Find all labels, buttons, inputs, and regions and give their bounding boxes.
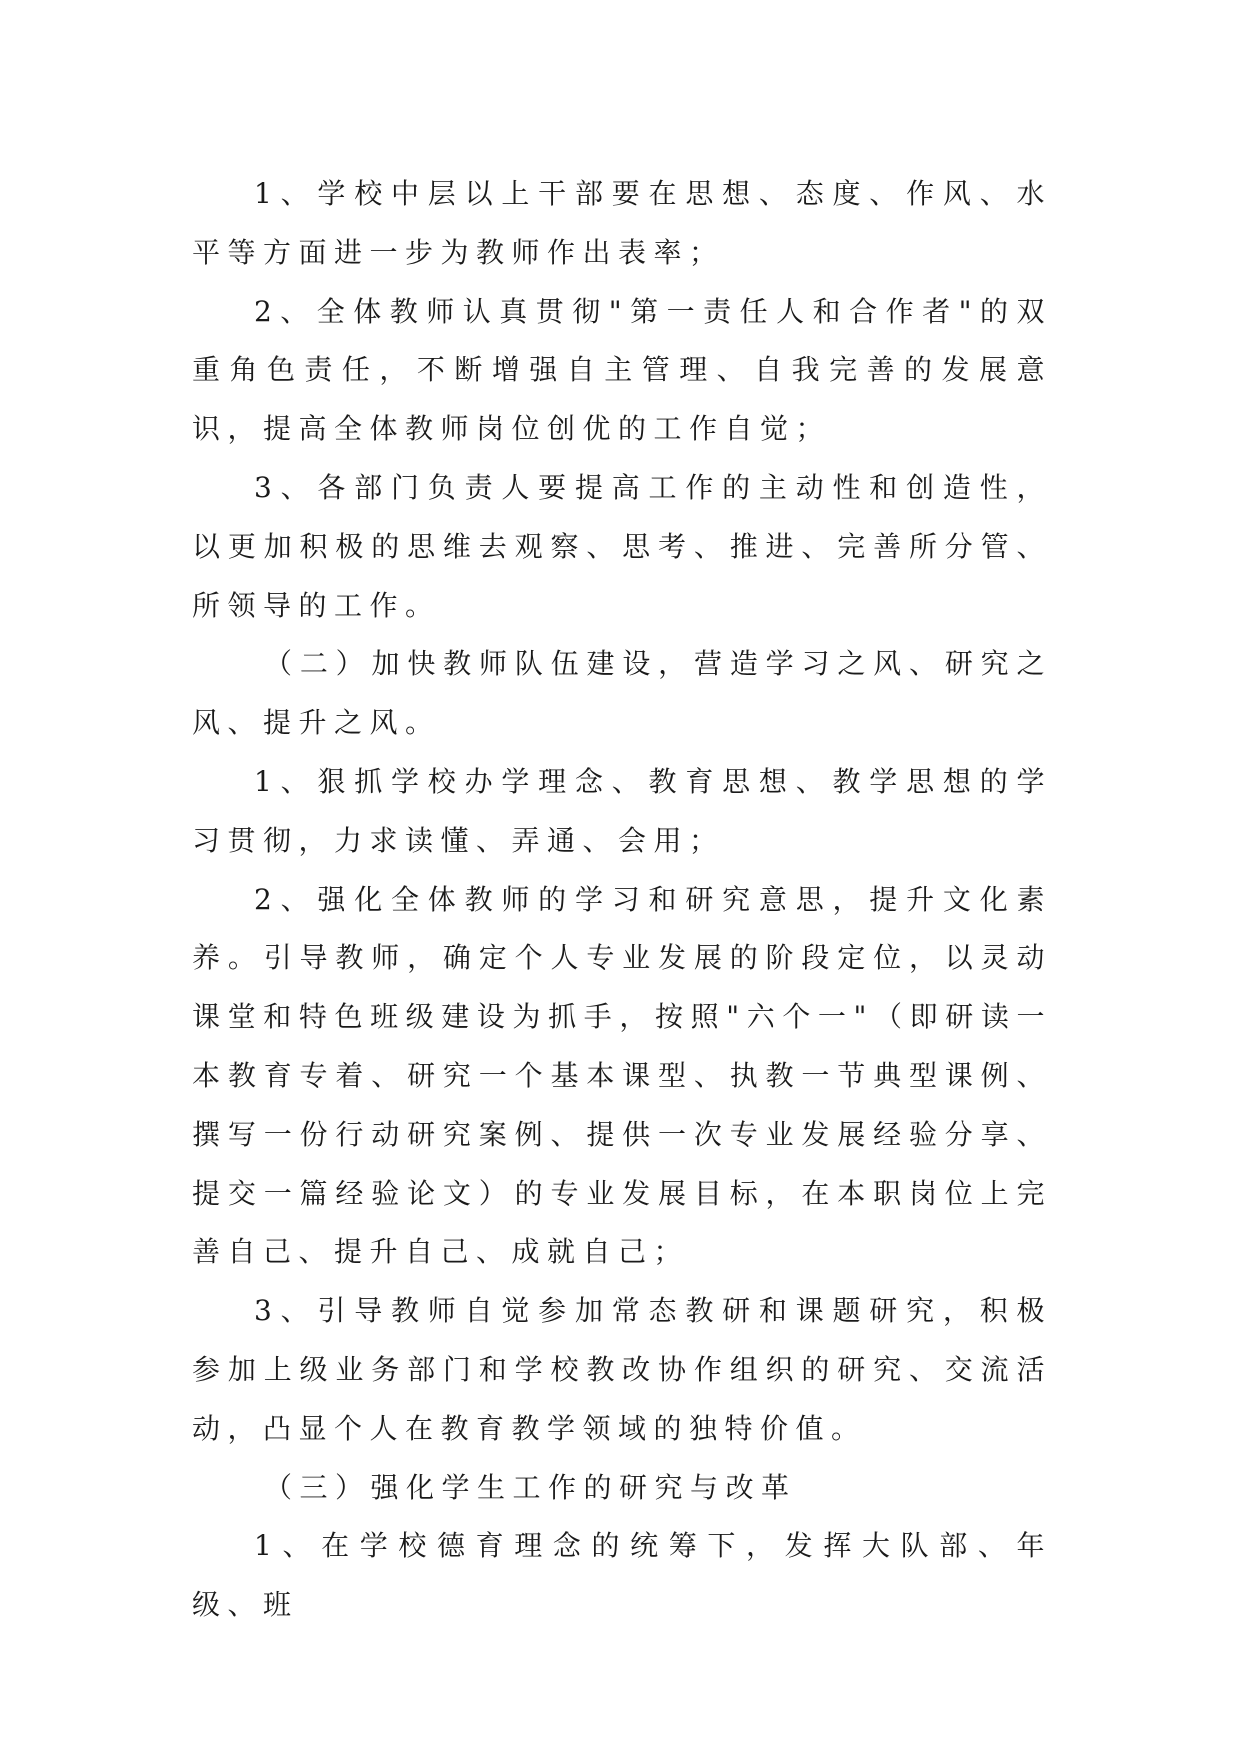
section-heading-2: （二）加快教师队伍建设，营造学习之风、研究之风、提升之风。 [192,647,1052,740]
paragraph-cadre-example: 1、学校中层以上干部要在思想、态度、作风、水平等方面进一步为教师作出表率； [192,177,1052,269]
paragraph-department-heads: 3、各部门负责人要提高工作的主动性和创造性，以更加积极的思维去观察、思考、推进、完善所分管、所领导的工作。 [192,470,1052,622]
paragraph-moral-education: 1、在学校德育理念的统筹下，发挥大队部、年级、班 [192,1529,1052,1622]
document-body [192,165,1052,1635]
paragraph-teacher-responsibility: 2、全体教师认真贯彻"第一责任人和合作者"的双重角色责任，不断增强自主管理、自我完善的发展意识，提高全体教师岗位创优的工作自觉； [192,294,1052,446]
paragraph-school-philosophy: 1、狠抓学校办学理念、教育思想、教学思想的学习贯彻，力求读懂、弄通、会用； [192,764,1052,857]
paragraph-teaching-research: 3、引导教师自觉参加常态教研和课题研究，积极参加上级业务部门和学校教改协作组织的研究、交流活动，凸显个人在教育教学领域的独特价值。 [192,1294,1052,1445]
section-heading-3: （三）强化学生工作的研究与改革 [264,1470,797,1504]
paragraph-study-research: 2、强化全体教师的学习和研究意思，提升文化素养。引导教师，确定个人专业发展的阶段定位，以灵动课堂和特色班级建设为抓手，按照"六个一"（即研读一本教育专着、研究一个基本课型、执教一节典型课例、撰写一份行动研究案例、提供一次专业发展经验分享、提交一篇经验论文）的专业发展目标，在本职岗位上完善自己、提升自己、成就自己； [192,882,1052,1269]
